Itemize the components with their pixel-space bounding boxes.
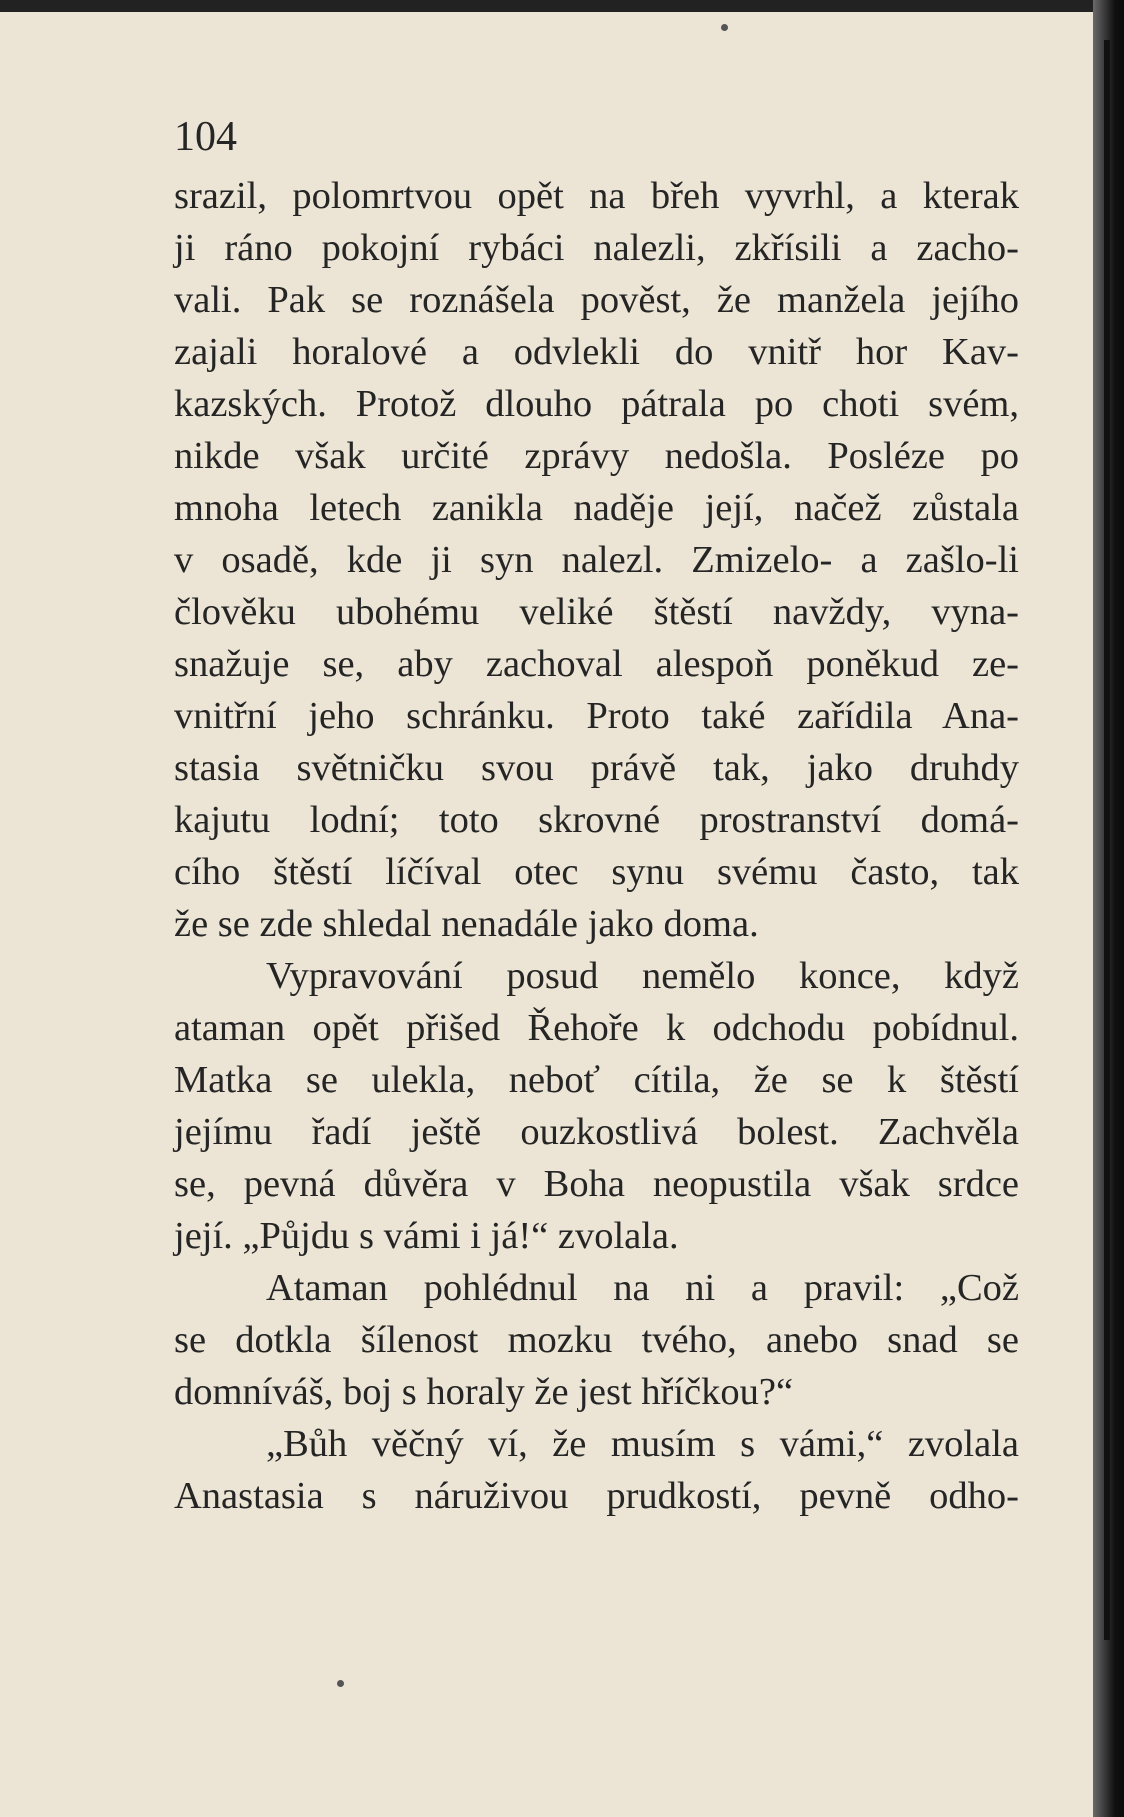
text-line: Matka se ulekla, neboť cítila, že se k štěstí — [174, 1059, 1019, 1101]
text-line: kajutu lodní; toto skrovné prostranství domá- — [174, 799, 1019, 841]
text-line: že se zde shledal nenadále jako doma. — [174, 903, 759, 945]
book-binding-edge — [1093, 0, 1124, 1817]
text-line: zajali horalové a odvlekli do vnitř hor Kav- — [174, 331, 1019, 373]
text-line: jejímu řadí ještě ouzkostlivá bolest. Zachvěla — [174, 1111, 1019, 1153]
text-line: člověku ubohému veliké štěstí navždy, vyna- — [174, 591, 1019, 633]
text-line: se, pevná důvěra v Boha neopustila však srdce — [174, 1163, 1019, 1205]
text-line: ji ráno pokojní rybáci nalezli, zkřísili a zacho- — [174, 227, 1019, 269]
text-line: vali. Pak se roznášela pověst, že manžela jejího — [174, 279, 1019, 321]
text-line: její. „Půjdu s vámi i já!“ zvolala. — [174, 1215, 679, 1257]
binding-shadow — [1104, 40, 1110, 1640]
scan-speck — [337, 1680, 344, 1687]
scan-speck — [721, 24, 728, 31]
scan-top-edge — [0, 0, 1093, 12]
text-line: se dotkla šílenost mozku tvého, anebo snad se — [174, 1319, 1019, 1361]
page-number: 104 — [174, 114, 237, 160]
text-line: cího štěstí líčíval otec synu svému často, tak — [174, 851, 1019, 893]
text-line: nikde však určité zprávy nedošla. Posléze po — [174, 435, 1019, 477]
text-line: domníváš, boj s horaly že jest hříčkou?“ — [174, 1371, 794, 1413]
text-line: „Bůh věčný ví, že musím s vámi,“ zvolala — [266, 1423, 1019, 1465]
text-line: stasia světničku svou právě tak, jako druhdy — [174, 747, 1019, 789]
text-line: snažuje se, aby zachoval alespoň poněkud ze- — [174, 643, 1019, 685]
text-line: mnoha letech zanikla naděje její, načež zůstala — [174, 487, 1019, 529]
text-line: ataman opět přišed Řehoře k odchodu pobídnul. — [174, 1007, 1019, 1049]
text-line: kazských. Protož dlouho pátrala po choti svém, — [174, 383, 1019, 425]
text-line: v osadě, kde ji syn nalezl. Zmizelo- a zašlo-li — [174, 539, 1019, 581]
text-line: Anastasia s náruživou prudkostí, pevně odho- — [174, 1475, 1019, 1517]
text-line: vnitřní jeho schránku. Proto také zařídila Ana- — [174, 695, 1019, 737]
body-text — [174, 170, 1019, 1522]
text-line: Ataman pohlédnul na ni a pravil: „Což — [266, 1267, 1019, 1309]
text-line: Vypravování posud nemělo konce, když — [266, 955, 1019, 997]
text-line: srazil, polomrtvou opět na břeh vyvrhl, a kterak — [174, 175, 1019, 217]
